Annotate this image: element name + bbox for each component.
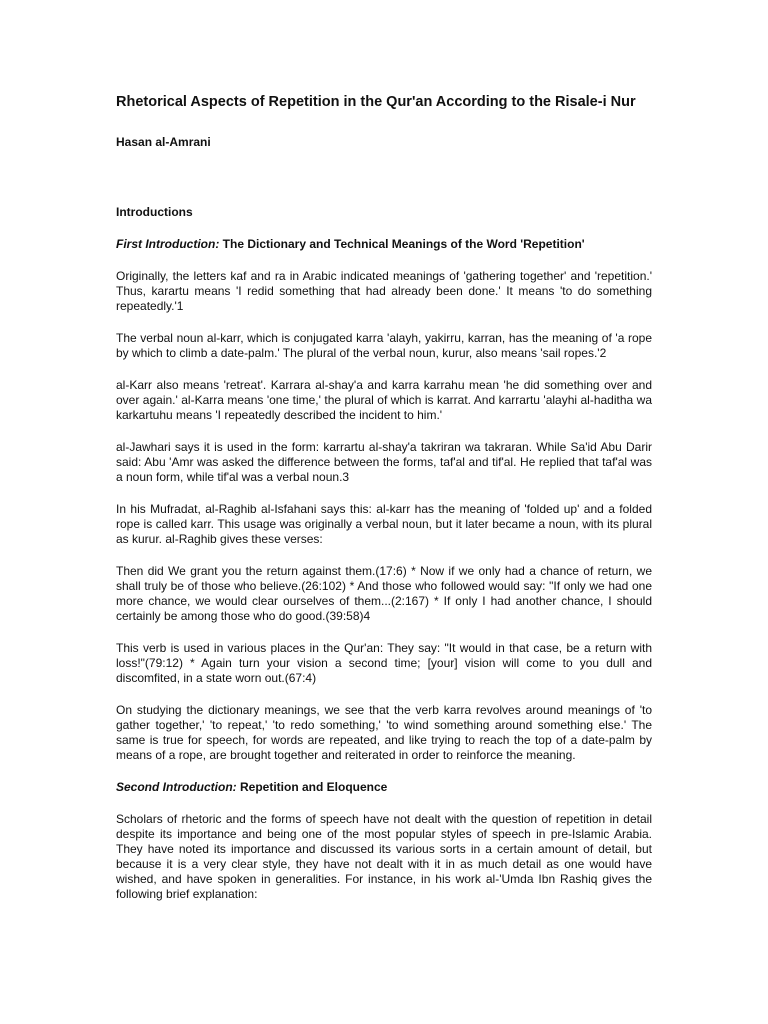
paragraph: On studying the dictionary meanings, we see that the verb karra revolves around meanings of 'to gather together,' 'to repeat,' 'to redo something,' 'to wind something around something else.' The same is true for speech, for words are repeated, and like trying to reach the top of a date-palm by means of a rope, are brought together and reiterated in order to reinforce the meaning.: [116, 703, 652, 762]
second-introduction-title: Repetition and Eloquence: [236, 780, 388, 794]
paragraph: al-Jawhari says it is used in the form: karrartu al-shay'a takriran wa takraran. While Sa'id Abu Darir said: Abu 'Amr was asked the difference between the forms, taf'al and tif'al. He replied that taf'al was a noun form, while tif'al was a verbal noun.3: [116, 440, 652, 484]
paragraph: The verbal noun al-karr, which is conjugated karra 'alayh, yakirru, karran, has the meaning of 'a rope by which to climb a date-palm.' The plural of the verbal noun, kurur, also means 'sail ropes.'2: [116, 331, 652, 360]
document-title: Rhetorical Aspects of Repetition in the Qur'an According to the Risale-i Nur: [116, 94, 636, 110]
paragraph: This verb is used in various places in the Qur'an: They say: "It would in that case, be a return with loss!"(79:12) * Again turn your vision a second time; [your] vision will come to you dull and discomfited, in a state worn out.(67:4): [116, 641, 652, 685]
first-introduction-lead: First Introduction:: [116, 237, 220, 251]
second-introduction-lead: Second Introduction:: [116, 780, 237, 794]
first-introduction-title: The Dictionary and Technical Meanings of the Word 'Repetition': [219, 237, 585, 251]
document-author: Hasan al-Amrani: [116, 135, 211, 149]
paragraph: Then did We grant you the return against them.(17:6) * Now if we only had a chance of return, we shall truly be of those who believe.(26:102) * And those who followed would say: "If only we had one more chance, we would clear ourselves of them...(2:167) * If only I had another chance, I should certainly be among those who do good.(39:58)4: [116, 564, 652, 623]
paragraph: In his Mufradat, al-Raghib al-Isfahani says this: al-karr has the meaning of 'folded up' and a folded rope is called karr. This usage was originally a verbal noun, but it later became a noun, with its plural as kurur. al-Raghib gives these verses:: [116, 502, 652, 546]
paragraph: al-Karr also means 'retreat'. Karrara al-shay'a and karra karrahu mean 'he did something over and over again.' al-Karra means 'one time,' the plural of which is karrat. And karrartu 'alayhi al-haditha wa karkartuhu means 'I repeatedly described the incident to him.': [116, 378, 652, 422]
section-heading: Introductions: [116, 205, 193, 219]
paragraph: Scholars of rhetoric and the forms of speech have not dealt with the question of repetition in detail despite its importance and being one of the most popular styles of speech in pre-Islamic Arabia. They have noted its importance and discussed its various sorts in a certain amount of detail, but because it is a very clear style, they have not dealt with it in as much detail as one would have wished, and have spoken in generalities. For instance, in his work al-'Umda Ibn Rashiq gives the following brief explanation:: [116, 812, 652, 901]
paragraph: Originally, the letters kaf and ra in Arabic indicated meanings of 'gathering together' and 'repetition.' Thus, karartu means 'I redid something that had already been done.' It means 'to do something repeatedly.'1: [116, 269, 652, 313]
first-introduction-heading: [116, 237, 652, 252]
second-introduction-heading: [116, 780, 652, 795]
